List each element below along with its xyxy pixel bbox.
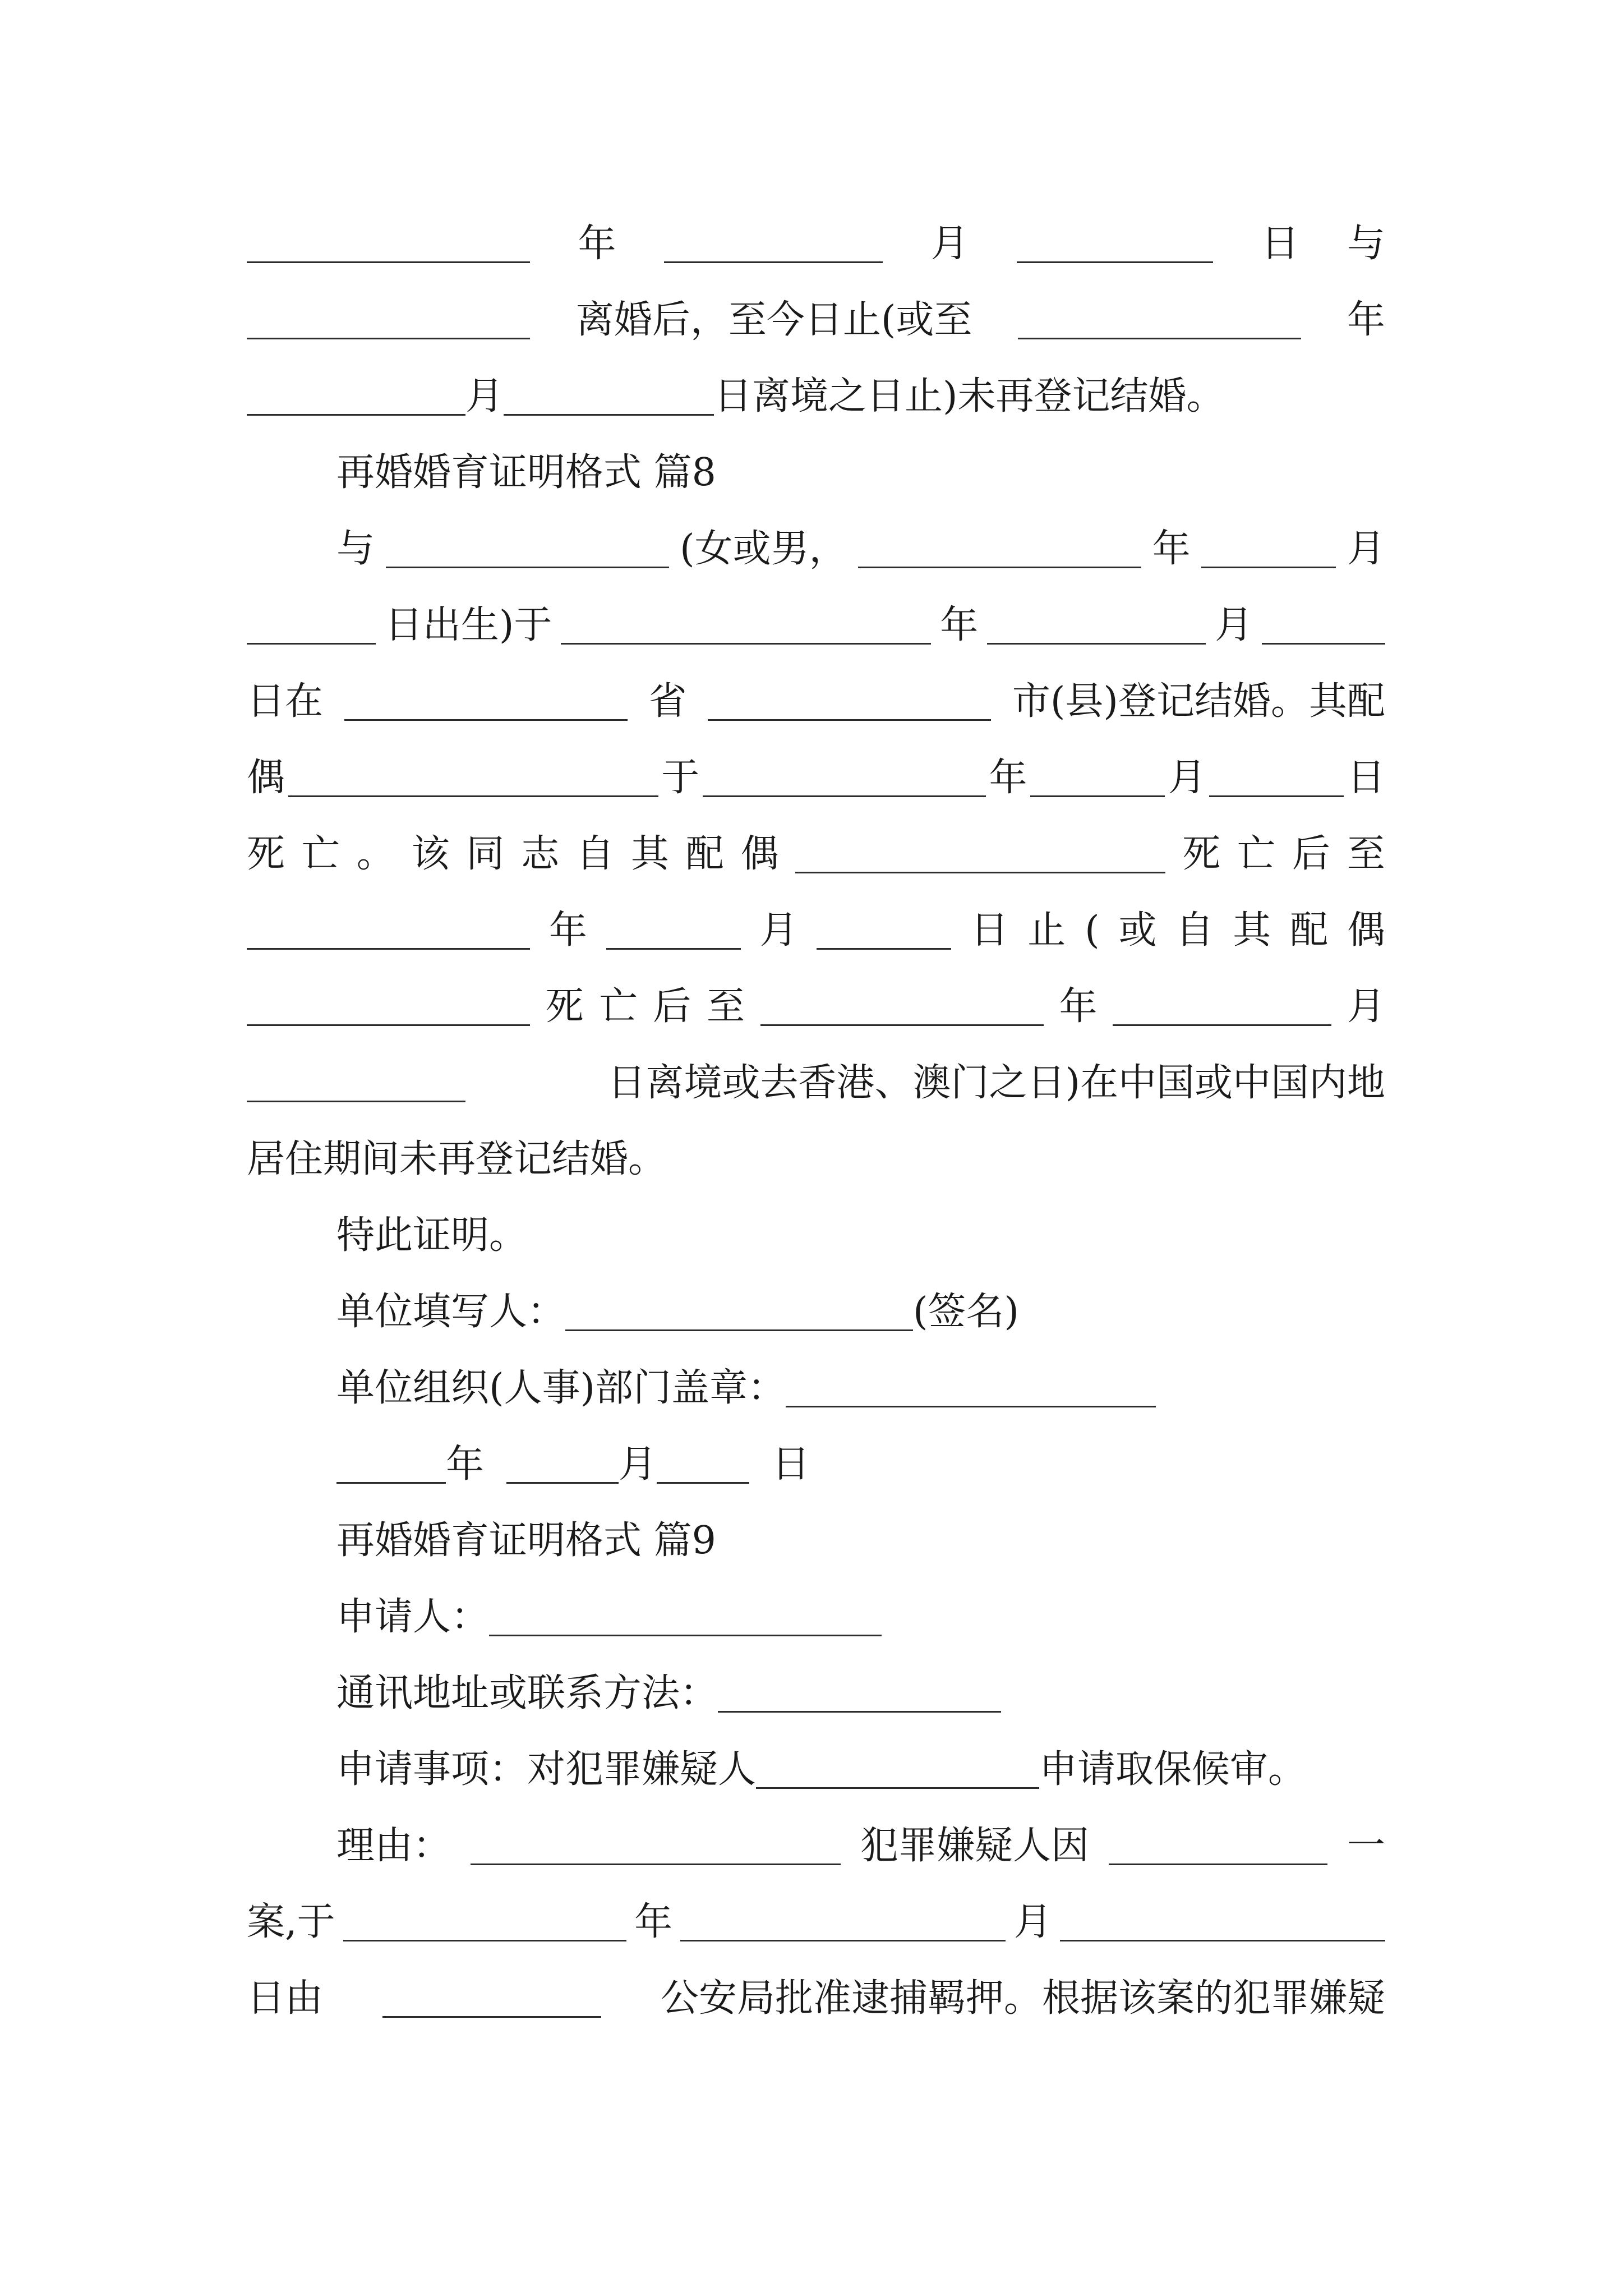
text-segment: 自 [1175,908,1214,953]
text-segment: 至 [706,984,745,1029]
fill-blank[interactable] [1018,307,1301,339]
text-segment: 同 [466,832,505,876]
fill-blank[interactable] [247,231,530,263]
text-segment: 死 [545,984,584,1029]
text-line-24 [247,1971,1385,2027]
text-segment: 与 [1347,222,1385,266]
text-line-6 [247,597,1385,654]
fill-blank[interactable] [506,1452,619,1484]
text-line-13: 居住期间未再登记结婚。 [247,1137,667,1181]
text-line-8 [247,750,1385,806]
text-segment: 申请事项：对犯罪嫌疑人 [336,1747,757,1792]
text-line-23 [247,1894,1385,1950]
signer-line [336,1284,1019,1340]
text-segment: 年 [1059,984,1098,1029]
text-segment: 单位填写人： [336,1290,566,1334]
text-segment: 死 [247,832,285,876]
fill-blank[interactable] [344,689,628,721]
fill-blank[interactable] [247,994,530,1026]
fill-blank[interactable] [657,1452,749,1484]
text-segment: ( [1085,908,1100,953]
text-segment: 年 [634,1900,673,1944]
fill-blank[interactable] [504,384,714,416]
text-segment: 于 [661,756,700,800]
text-segment: 日 [1347,756,1385,800]
text-segment: 其 [630,832,669,876]
fill-blank[interactable] [760,994,1044,1026]
contact-blank[interactable] [718,1681,1001,1713]
text-segment: 配 [685,832,724,876]
fill-blank[interactable] [561,613,931,645]
text-segment: 月 [1347,984,1385,1029]
text-segment: 月 [930,222,969,266]
fill-blank[interactable] [703,765,986,797]
fill-blank[interactable] [680,1910,1006,1941]
fill-blank[interactable] [1017,231,1213,263]
fill-blank[interactable] [1201,536,1336,568]
text-segment: 省 [648,679,687,724]
signer-blank[interactable] [565,1299,913,1331]
text-line-1 [247,216,1385,272]
text-segment: 止 [1027,908,1066,953]
fill-blank[interactable] [247,613,376,645]
fill-blank[interactable] [1262,613,1385,645]
text-line-11 [247,979,1385,1035]
text-segment: 月 [619,1442,657,1487]
fill-blank[interactable] [288,765,658,797]
fill-blank[interactable] [382,1986,601,2018]
text-segment: 月 [465,374,504,418]
suspect-blank[interactable] [756,1757,1039,1789]
text-segment: 日由 [247,1976,324,2021]
text-segment: 月 [1347,527,1385,571]
text-segment: 年 [446,1442,485,1487]
text-segment: 其 [1233,908,1271,953]
fill-blank[interactable] [1113,994,1331,1026]
section-heading-9: 再婚婚育证明格式 篇9 [336,1519,716,1563]
fill-blank[interactable] [664,231,883,263]
text-segment: 年 [548,908,587,953]
text-segment: 日 [970,908,1009,953]
text-segment: 月 [1013,1900,1052,1944]
fill-blank[interactable] [247,1070,465,1102]
text-segment: 或 [1118,908,1157,953]
fill-blank[interactable] [471,1833,841,1865]
text-segment: 自 [576,832,615,876]
text-segment: 死 [1182,832,1221,876]
seal-blank[interactable] [786,1375,1156,1407]
text-segment: 年 [989,756,1027,800]
fill-blank[interactable] [858,536,1141,568]
date-line [336,1437,810,1493]
text-segment: 亡 [1237,832,1276,876]
text-segment: 日离境或去香港、澳门之日)在中国或中国内地 [607,1061,1385,1105]
text-segment: 日 [1261,222,1299,266]
text-segment: 偶 [740,832,779,876]
text-segment: 日离境之日止)未再登记结婚。 [714,374,1225,418]
fill-blank[interactable] [336,1452,446,1484]
fill-blank[interactable] [708,689,991,721]
text-segment: 偶 [247,756,285,800]
text-segment: 后 [653,984,691,1029]
text-segment: (女或男， [680,527,847,571]
text-segment: 通讯地址或联系方法： [336,1671,718,1715]
text-segment: 亡 [599,984,638,1029]
fill-blank[interactable] [247,918,530,950]
text-segment: 年 [578,222,616,266]
fill-blank[interactable] [386,536,669,568]
text-segment: 年 [1152,527,1191,571]
fill-blank[interactable] [1209,765,1344,797]
fill-blank[interactable] [1109,1833,1327,1865]
fill-blank[interactable] [1060,1910,1385,1941]
text-segment: 偶 [1347,908,1385,953]
text-segment: 申请人： [336,1595,490,1639]
text-segment: 后 [1292,832,1330,876]
request-line [336,1742,1306,1798]
text-segment: 理由： [336,1824,451,1868]
text-segment: 一 [1347,1824,1385,1868]
text-line-12 [247,1055,1385,1111]
text-segment: 日在 [247,679,324,724]
fill-blank[interactable] [795,841,1165,873]
text-line-5 [247,521,1385,577]
text-segment: 年 [1347,298,1385,342]
fill-blank[interactable] [343,1910,626,1941]
text-segment: 至 [1347,832,1385,876]
text-segment: 。 [356,832,395,876]
text-line-7 [247,674,1385,730]
fill-blank[interactable] [817,918,951,950]
fill-blank[interactable] [247,384,465,416]
text-segment: 月 [1215,603,1253,647]
text-line-2 [247,292,1385,348]
text-segment: 离婚后，至今日止(或至 [575,298,972,342]
text-segment: 该 [411,832,450,876]
text-segment: 案,于 [247,1900,335,1944]
fill-blank[interactable] [1030,765,1165,797]
contact-line [336,1665,1001,1722]
fill-blank[interactable] [987,613,1206,645]
text-line-3 [247,369,1385,425]
text-segment: 公安局批准逮捕羁押。根据该案的犯罪嫌疑 [660,1976,1385,2021]
text-line-9 [247,826,1385,882]
text-segment: 犯罪嫌疑人因 [860,1824,1089,1868]
text-segment: 日出生)于 [384,603,552,647]
section-heading-8: 再婚婚育证明格式 篇8 [336,450,716,495]
applicant-blank[interactable] [489,1604,882,1636]
text-segment: 月 [1168,756,1206,800]
text-segment: 年 [940,603,979,647]
text-line-10 [247,903,1385,959]
text-segment: 市(县)登记结婚。其配 [1012,679,1385,724]
seal-line [336,1360,1156,1416]
text-segment: 月 [759,908,798,953]
applicant-line [336,1589,882,1645]
text-segment: 志 [521,832,560,876]
text-segment: 申请取保候审。 [1039,1747,1307,1792]
fill-blank[interactable] [247,307,530,339]
text-segment: 单位组织(人事)部门盖章： [336,1366,786,1410]
fill-blank[interactable] [606,918,741,950]
text-segment: 亡 [301,832,340,876]
text-segment: (签名) [913,1290,1020,1334]
text-segment: 与 [336,527,375,571]
text-line-14: 特此证明。 [336,1213,528,1258]
text-segment: 配 [1290,908,1329,953]
text-segment: 日 [772,1442,810,1487]
reason-line [247,1818,1385,1874]
